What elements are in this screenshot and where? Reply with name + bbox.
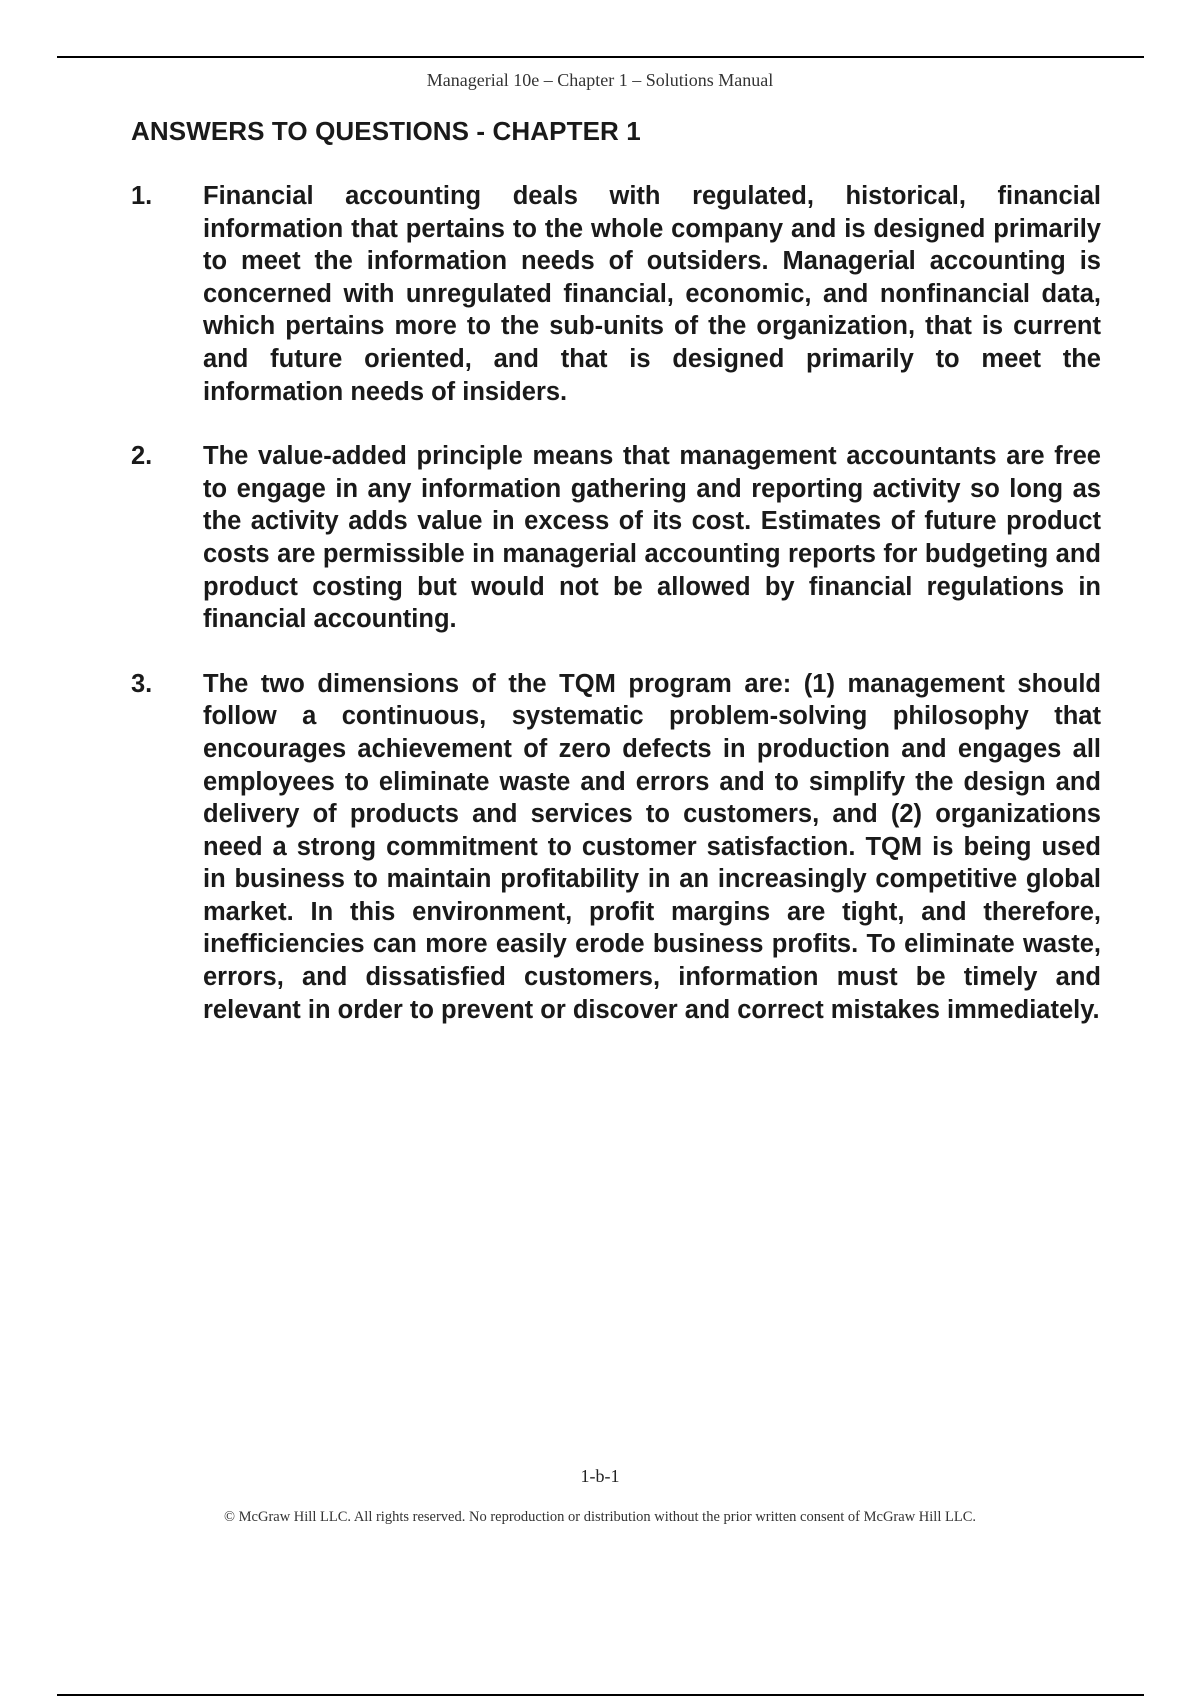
answer-text: Financial accounting deals with regulated, historical, financial information that pertains to the whole company and is designed primarily to meet the information needs of outsiders. Managerial accounting is concerned with unregulated financial, economic, and nonfinancial data, which pertains more to the sub-units of the organization, that is current and future oriented, and that is designed primarily to meet the information needs of insiders. <box>203 182 1101 406</box>
page-heading: ANSWERS TO QUESTIONS - CHAPTER 1 <box>131 116 641 146</box>
answer-text: The value-added principle means that management accountants are free to engage in any information gathering and reporting activity so long as the activity adds value in excess of its cost. Estimates of future product costs are permissible in managerial accounting reports for budgeting and product costing but would not be allowed by financial regulations in financial accounting. <box>203 442 1101 634</box>
answer-item-2 <box>131 440 1101 636</box>
answer-item-1 <box>131 180 1101 408</box>
answer-text: The two dimensions of the TQM program are: (1) management should follow a continuous, systematic problem-solving philosophy that encourages achievement of zero defects in production and engages all employees to eliminate waste and errors and to simplify the design and delivery of products and services to customers, and (2) organizations need a strong commitment to customer satisfaction. TQM is being used in business to maintain profitability in an increasingly competitive global market. In this environment, profit margins are tight, and therefore, inefficiencies can more easily erode business profits. To eliminate waste, errors, and dissatisfied customers, information must be timely and relevant in order to prevent or discover and correct mistakes immediately. <box>203 669 1101 1024</box>
copyright-notice: © McGraw Hill LLC. All rights reserved. No reproduction or distribution without the prior written consent of McGraw Hill LLC. <box>224 1509 976 1525</box>
running-header: Managerial 10e – Chapter 1 – Solutions Manual <box>426 70 774 90</box>
page-number: 1-b-1 <box>580 1466 620 1486</box>
answers-list <box>131 180 1101 1058</box>
header-rule <box>57 56 1144 58</box>
answer-number: 2. <box>131 442 153 471</box>
answer-number: 3. <box>131 669 153 698</box>
answer-item-3 <box>131 668 1101 1027</box>
footer-rule <box>57 1694 1144 1696</box>
answer-number: 1. <box>131 182 153 210</box>
